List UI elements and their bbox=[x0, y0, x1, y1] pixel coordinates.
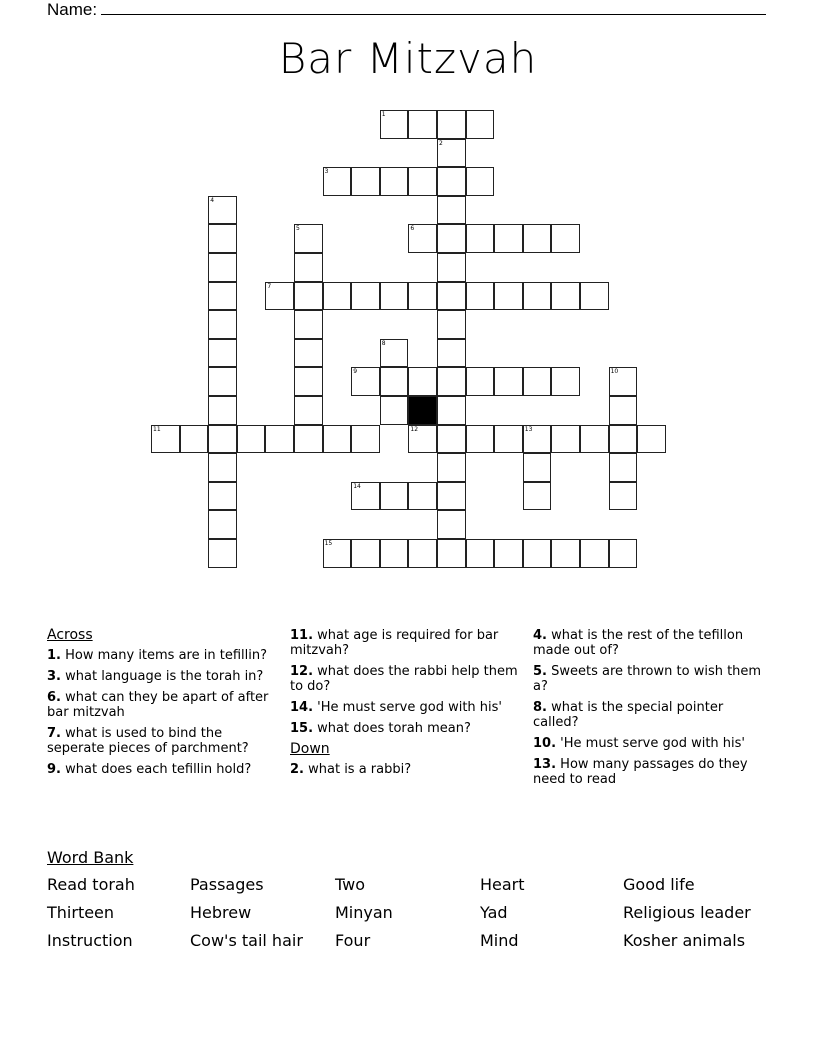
grid-cell[interactable] bbox=[323, 425, 352, 454]
clue-text: what does the rabbi help them to do? bbox=[290, 664, 518, 694]
grid-cell[interactable] bbox=[408, 482, 437, 511]
clue-number: 6. bbox=[47, 690, 61, 705]
grid-cell[interactable] bbox=[437, 339, 466, 368]
grid-cell[interactable] bbox=[551, 425, 580, 454]
grid-cell[interactable] bbox=[437, 396, 466, 425]
word-bank-item: Read torah bbox=[47, 875, 135, 894]
grid-cell[interactable] bbox=[609, 367, 638, 396]
cell-number: 1 bbox=[381, 111, 386, 118]
grid-cell[interactable] bbox=[265, 425, 294, 454]
cell-number: 15 bbox=[324, 540, 333, 547]
cell-number: 2 bbox=[439, 139, 443, 147]
grid-cell[interactable] bbox=[437, 282, 466, 311]
down-heading: Down bbox=[290, 741, 330, 757]
grid-cell[interactable] bbox=[351, 282, 380, 311]
clue-number: 7. bbox=[47, 726, 61, 741]
clue bbox=[47, 648, 282, 663]
grid-cell[interactable] bbox=[208, 367, 237, 396]
grid-cell[interactable] bbox=[523, 425, 552, 454]
grid-cell[interactable] bbox=[437, 224, 466, 253]
grid-cell[interactable] bbox=[437, 510, 466, 539]
clue-text: How many items are in tefillin? bbox=[65, 648, 267, 663]
word-bank-item: Heart bbox=[480, 875, 525, 894]
clue-text: what does each tefillin hold? bbox=[65, 762, 252, 777]
clue bbox=[533, 664, 768, 694]
word-bank-item: Instruction bbox=[47, 931, 133, 950]
grid-cell[interactable] bbox=[408, 224, 437, 253]
grid-cell[interactable] bbox=[437, 253, 466, 282]
grid-cell[interactable] bbox=[294, 425, 323, 454]
cell-number: 13 bbox=[524, 425, 533, 433]
clue bbox=[47, 762, 282, 777]
clue bbox=[290, 762, 525, 777]
cell-number: 9 bbox=[353, 368, 358, 376]
grid-cell[interactable] bbox=[408, 282, 437, 311]
clue bbox=[533, 628, 768, 658]
cell-number: 11 bbox=[153, 425, 161, 433]
grid-cell[interactable] bbox=[437, 453, 466, 482]
grid-cell[interactable] bbox=[380, 282, 409, 311]
cell-number: 7 bbox=[267, 282, 272, 290]
grid-cell[interactable] bbox=[637, 425, 666, 454]
grid-cell[interactable] bbox=[208, 482, 237, 511]
grid-cell[interactable] bbox=[294, 310, 323, 339]
grid-cell[interactable] bbox=[408, 367, 437, 396]
grid-cell[interactable] bbox=[523, 453, 552, 482]
grid-cell[interactable] bbox=[551, 539, 580, 568]
clue bbox=[290, 664, 525, 694]
grid-cell[interactable] bbox=[580, 425, 609, 454]
grid-cell[interactable] bbox=[208, 453, 237, 482]
clues-column-3 bbox=[533, 628, 768, 793]
grid-cell[interactable] bbox=[380, 367, 409, 396]
grid-cell[interactable] bbox=[437, 425, 466, 454]
clue-number: 8. bbox=[533, 700, 547, 715]
grid-cell[interactable] bbox=[351, 425, 380, 454]
grid-cell[interactable] bbox=[180, 425, 209, 454]
grid-cell[interactable] bbox=[466, 367, 495, 396]
grid-cell[interactable] bbox=[294, 339, 323, 368]
grid-cell[interactable] bbox=[494, 224, 523, 253]
grid-cell[interactable] bbox=[437, 110, 466, 139]
clues-column-1 bbox=[47, 628, 282, 783]
clue bbox=[47, 669, 282, 684]
black-cell bbox=[408, 396, 437, 425]
grid-cell[interactable] bbox=[466, 224, 495, 253]
grid-cell[interactable] bbox=[609, 539, 638, 568]
grid-cell[interactable] bbox=[408, 539, 437, 568]
grid-cell[interactable] bbox=[437, 367, 466, 396]
clue-number: 5. bbox=[533, 664, 547, 679]
grid-cell[interactable] bbox=[294, 253, 323, 282]
clue bbox=[290, 721, 525, 736]
grid-cell[interactable] bbox=[523, 539, 552, 568]
word-bank-item: Passages bbox=[190, 875, 264, 894]
grid-cell[interactable] bbox=[294, 224, 323, 253]
grid-cell[interactable] bbox=[351, 539, 380, 568]
grid-cell[interactable] bbox=[208, 253, 237, 282]
grid-cell[interactable] bbox=[437, 539, 466, 568]
grid-cell[interactable] bbox=[380, 167, 409, 196]
grid-cell[interactable] bbox=[466, 425, 495, 454]
clue bbox=[47, 690, 282, 720]
clue bbox=[290, 628, 525, 658]
clue-number: 12. bbox=[290, 664, 314, 679]
word-bank-item: Two bbox=[335, 875, 365, 894]
grid-cell[interactable] bbox=[609, 396, 638, 425]
grid-cell[interactable] bbox=[523, 282, 552, 311]
clue-text: what is the rest of the tefillon made out of? bbox=[533, 628, 744, 658]
grid-cell[interactable] bbox=[323, 282, 352, 311]
clue-text: 'He must serve god with his' bbox=[560, 736, 745, 751]
grid-cell[interactable] bbox=[551, 367, 580, 396]
grid-cell[interactable] bbox=[466, 110, 495, 139]
grid-cell[interactable] bbox=[265, 282, 294, 311]
cell-number: 4 bbox=[210, 196, 215, 204]
grid-cell[interactable] bbox=[408, 110, 437, 139]
word-bank-title: Word Bank bbox=[47, 848, 134, 867]
clue-number: 13. bbox=[533, 757, 557, 772]
grid-cell[interactable] bbox=[294, 282, 323, 311]
clue-number: 3. bbox=[47, 669, 61, 684]
clue-number: 11. bbox=[290, 628, 314, 643]
grid-cell[interactable] bbox=[208, 396, 237, 425]
grid-cell[interactable] bbox=[609, 425, 638, 454]
across-heading: Across bbox=[47, 627, 93, 643]
grid-cell[interactable] bbox=[208, 425, 237, 454]
clue-text: what is the special pointer called? bbox=[533, 700, 724, 730]
name-label: Name: bbox=[47, 0, 98, 19]
grid-cell[interactable] bbox=[208, 310, 237, 339]
grid-cell[interactable] bbox=[323, 167, 352, 196]
grid-cell[interactable] bbox=[208, 224, 237, 253]
clue-number: 15. bbox=[290, 721, 314, 736]
cell-number: 5 bbox=[296, 225, 300, 233]
grid-cell[interactable] bbox=[494, 539, 523, 568]
clue-text: Sweets are thrown to wish them a? bbox=[533, 664, 762, 694]
clue bbox=[533, 700, 768, 730]
clue-number: 10. bbox=[533, 736, 557, 751]
clue bbox=[290, 700, 525, 715]
grid-cell[interactable] bbox=[437, 196, 466, 225]
word-bank-item: Hebrew bbox=[190, 903, 252, 922]
clue-text: what is a rabbi? bbox=[308, 762, 412, 777]
grid-cell[interactable] bbox=[523, 482, 552, 511]
cell-number: 8 bbox=[381, 339, 386, 347]
name-line[interactable] bbox=[101, 0, 766, 15]
name-field[interactable] bbox=[47, 0, 766, 20]
clue-number: 1. bbox=[47, 648, 61, 663]
grid-cell[interactable] bbox=[294, 396, 323, 425]
grid-cell[interactable] bbox=[151, 425, 180, 454]
clue-text: 'He must serve god with his' bbox=[317, 700, 502, 715]
clue-text: what age is required for bar mitzvah? bbox=[290, 628, 499, 658]
grid-cell[interactable] bbox=[494, 367, 523, 396]
grid-cell[interactable] bbox=[437, 482, 466, 511]
grid-cell[interactable] bbox=[351, 482, 380, 511]
clue-text: what is used to bind the seperate pieces of parchment? bbox=[47, 726, 249, 756]
grid-cell[interactable] bbox=[551, 282, 580, 311]
clues-column-2 bbox=[290, 628, 525, 783]
grid-cell[interactable] bbox=[551, 224, 580, 253]
grid-cell[interactable] bbox=[294, 367, 323, 396]
clue-number: 9. bbox=[47, 762, 61, 777]
clue-text: what language is the torah in? bbox=[65, 669, 264, 684]
grid-cell[interactable] bbox=[208, 196, 237, 225]
clue-number: 14. bbox=[290, 700, 314, 715]
grid-cell[interactable] bbox=[437, 167, 466, 196]
cell-number: 12 bbox=[410, 425, 419, 433]
clue-number: 4. bbox=[533, 628, 547, 643]
grid-cell[interactable] bbox=[437, 139, 466, 168]
grid-cell[interactable] bbox=[208, 282, 237, 311]
grid-cell[interactable] bbox=[494, 425, 523, 454]
word-bank-item: Good life bbox=[623, 875, 695, 894]
grid-cell[interactable] bbox=[609, 482, 638, 511]
word-bank-item: Mind bbox=[480, 931, 519, 950]
cell-number: 6 bbox=[410, 225, 415, 233]
word-bank-item: Cow's tail hair bbox=[190, 931, 303, 950]
cell-number: 14 bbox=[353, 482, 361, 490]
clue bbox=[533, 736, 768, 751]
word-bank-item: Yad bbox=[480, 903, 508, 922]
grid-cell[interactable] bbox=[208, 510, 237, 539]
grid-cell[interactable] bbox=[437, 310, 466, 339]
grid-cell[interactable] bbox=[466, 282, 495, 311]
grid-cell[interactable] bbox=[380, 110, 409, 139]
grid-cell[interactable] bbox=[494, 282, 523, 311]
word-bank-item: Thirteen bbox=[47, 903, 115, 922]
word-bank-item: Minyan bbox=[335, 903, 393, 922]
grid-cell[interactable] bbox=[380, 396, 409, 425]
clue bbox=[47, 726, 282, 756]
word-bank-item: Religious leader bbox=[623, 903, 751, 922]
grid-cell[interactable] bbox=[580, 282, 609, 311]
grid-cell[interactable] bbox=[580, 539, 609, 568]
page-title: Bar Mitzvah bbox=[278, 34, 538, 83]
clue-text: what does torah mean? bbox=[317, 721, 471, 736]
grid-cell[interactable] bbox=[208, 339, 237, 368]
grid-cell[interactable] bbox=[408, 167, 437, 196]
grid-cell[interactable] bbox=[466, 167, 495, 196]
clue bbox=[533, 757, 768, 787]
cell-number: 10 bbox=[610, 368, 619, 376]
word-bank-item: Four bbox=[335, 931, 371, 950]
grid-cell[interactable] bbox=[380, 482, 409, 511]
grid-cell[interactable] bbox=[351, 167, 380, 196]
grid-cell[interactable] bbox=[380, 539, 409, 568]
grid-cell[interactable] bbox=[323, 539, 352, 568]
cell-number: 3 bbox=[324, 168, 329, 176]
grid-cell[interactable] bbox=[208, 539, 237, 568]
clue-text: what can they be apart of after bar mitzvah bbox=[47, 690, 269, 720]
grid-cell[interactable] bbox=[523, 224, 552, 253]
word-bank-item: Kosher animals bbox=[623, 931, 746, 950]
grid-cell[interactable] bbox=[466, 539, 495, 568]
grid-cell[interactable] bbox=[380, 339, 409, 368]
clue-text: How many passages do they need to read bbox=[533, 757, 748, 787]
grid-cell[interactable] bbox=[237, 425, 266, 454]
grid-cell[interactable] bbox=[609, 453, 638, 482]
grid-cell[interactable] bbox=[408, 425, 437, 454]
clue-number: 2. bbox=[290, 762, 304, 777]
grid-cell[interactable] bbox=[523, 367, 552, 396]
grid-cell[interactable] bbox=[351, 367, 380, 396]
